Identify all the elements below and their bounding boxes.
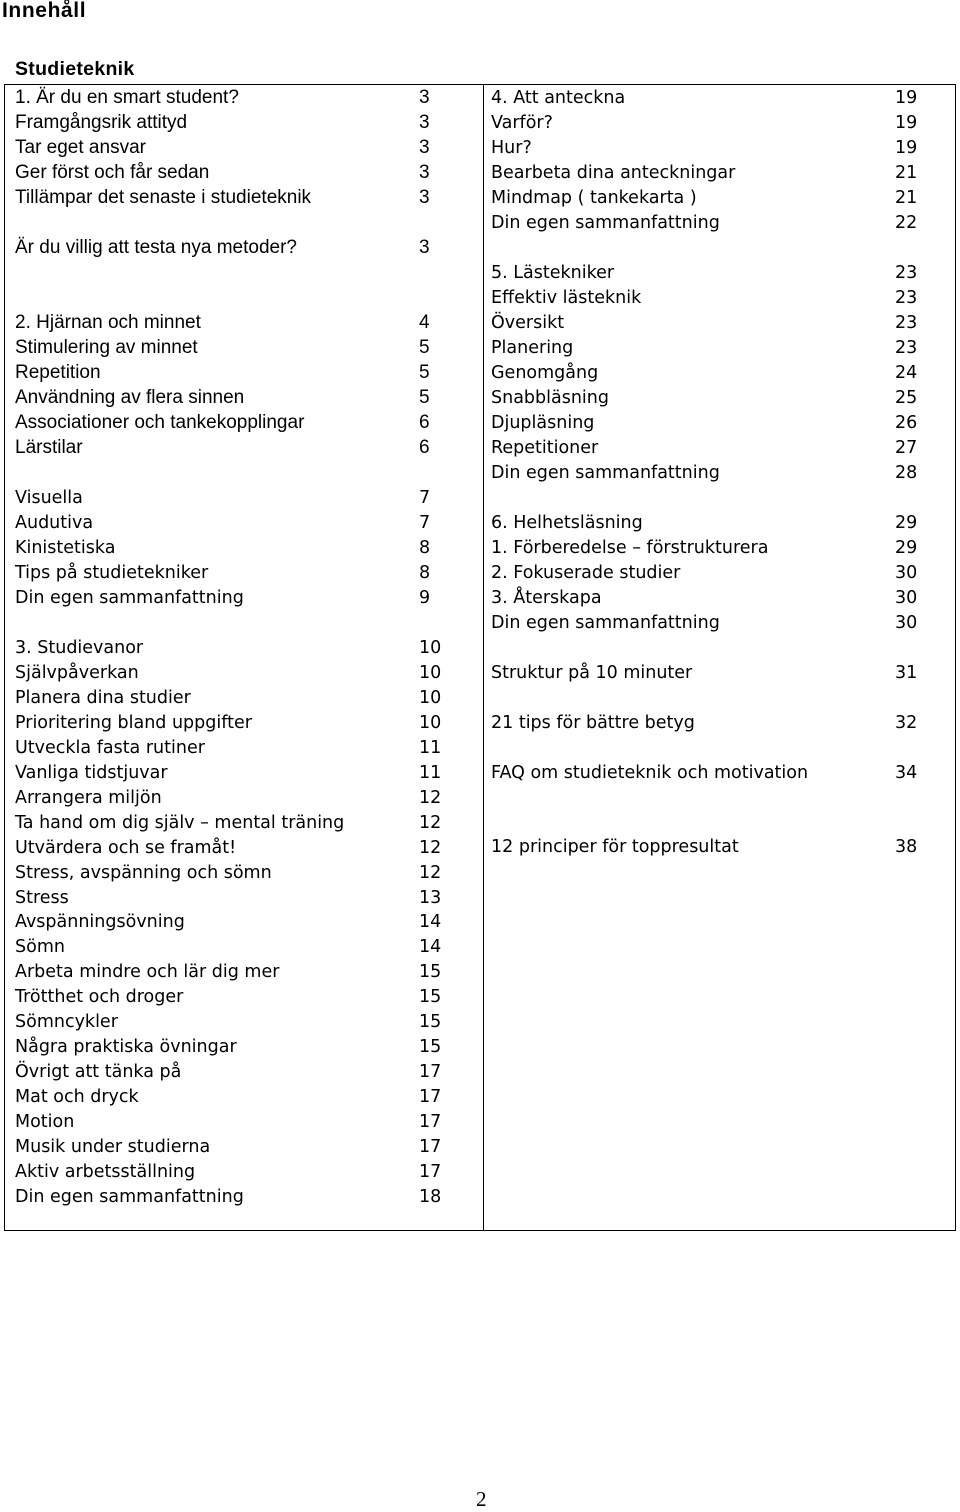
toc-entry <box>491 611 921 635</box>
toc-entry-title: Varför? <box>491 113 553 133</box>
toc-entry <box>15 935 445 959</box>
toc-entry <box>491 111 921 135</box>
toc-entry-page: 7 <box>419 513 431 533</box>
toc-entry-page: 24 <box>895 363 918 383</box>
toc-entry-title: 5. Lästekniker <box>491 263 615 283</box>
toc-entry-page: 21 <box>895 163 918 183</box>
toc-entry-title: Sömncykler <box>15 1012 118 1032</box>
toc-entry-page: 17 <box>419 1162 442 1182</box>
toc-entry <box>15 1035 445 1059</box>
toc-entry-title: Hur? <box>491 138 532 158</box>
toc-entry-title: Mat och dryck <box>15 1087 139 1107</box>
toc-entry-page: 5 <box>419 387 430 408</box>
toc-entry-title: Musik under studierna <box>15 1137 211 1157</box>
toc-entry-page: 21 <box>895 188 918 208</box>
toc-entry <box>15 311 445 335</box>
toc-entry <box>15 661 445 685</box>
toc-entry-page: 28 <box>895 463 918 483</box>
toc-entry-title: Planering <box>491 338 574 358</box>
toc-entry-title: Din egen sammanfattning <box>15 1187 244 1207</box>
toc-entry-page: 4 <box>419 312 430 333</box>
toc-entry-title: 2. Hjärnan och minnet <box>15 312 201 333</box>
toc-entry-page: 10 <box>419 713 442 733</box>
toc-entry <box>15 586 445 610</box>
toc-entry-page: 30 <box>895 563 918 583</box>
toc-entry-title: Arrangera miljön <box>15 788 162 808</box>
toc-entry-title: Din egen sammanfattning <box>15 588 244 608</box>
toc-entry <box>15 486 445 510</box>
toc-entry <box>491 661 921 685</box>
toc-entry-title: Din egen sammanfattning <box>491 613 720 633</box>
toc-entry-page: 23 <box>895 263 918 283</box>
toc-entry-title: Din egen sammanfattning <box>491 213 720 233</box>
toc-entry-title: Stress, avspänning och sömn <box>15 863 272 883</box>
toc-entry-page: 3 <box>419 162 430 183</box>
toc-entry-title: Avspänningsövning <box>15 912 185 932</box>
toc-entry-page: 27 <box>895 438 918 458</box>
toc-entry-title: Stress <box>15 888 69 908</box>
toc-entry <box>491 311 921 335</box>
toc-entry <box>491 711 921 735</box>
toc-entry <box>15 761 445 785</box>
toc-entry-title: Övrigt att tänka på <box>15 1062 182 1082</box>
toc-entry <box>15 1185 445 1209</box>
toc-entry-title: Trötthet och droger <box>15 987 184 1007</box>
toc-entry-title: 21 tips för bättre betyg <box>491 713 695 733</box>
toc-entry-page: 25 <box>895 388 918 408</box>
toc-entry-title: 6. Helhetsläsning <box>491 513 643 533</box>
toc-entry-title: Mindmap ( tankekarta ) <box>491 188 697 208</box>
toc-entry-page: 6 <box>419 412 430 433</box>
toc-entry-page: 5 <box>419 337 430 358</box>
toc-entry-title: Motion <box>15 1112 75 1132</box>
toc-entry-page: 10 <box>419 638 442 658</box>
toc-entry-title: Tips på studietekniker <box>15 563 209 583</box>
toc-entry <box>15 161 445 185</box>
toc-entry <box>15 361 445 385</box>
toc-entry <box>15 1085 445 1109</box>
toc-entry-page: 14 <box>419 912 442 932</box>
toc-entry-title: Prioritering bland uppgifter <box>15 713 252 733</box>
toc-entry-page: 23 <box>895 313 918 333</box>
toc-entry-page: 31 <box>895 663 918 683</box>
toc-entry-title: Lärstilar <box>15 437 83 458</box>
toc-entry <box>491 561 921 585</box>
toc-entry <box>491 361 921 385</box>
toc-entry-page: 10 <box>419 688 442 708</box>
toc-entry-page: 22 <box>895 213 918 233</box>
toc-entry <box>491 211 921 235</box>
toc-entry <box>15 561 445 585</box>
toc-entry <box>15 910 445 934</box>
toc-entry <box>15 511 445 535</box>
toc-entry-title: 3. Återskapa <box>491 588 602 608</box>
toc-entry-page: 23 <box>895 338 918 358</box>
toc-entry <box>15 536 445 560</box>
toc-entry-page: 6 <box>419 437 430 458</box>
toc-entry-page: 30 <box>895 588 918 608</box>
toc-entry <box>491 835 921 859</box>
toc-entry-page: 19 <box>895 113 918 133</box>
toc-entry <box>491 186 921 210</box>
toc-entry-page: 12 <box>419 863 442 883</box>
toc-entry-title: 2. Fokuserade studier <box>491 563 681 583</box>
toc-entry <box>15 1060 445 1084</box>
toc-entry <box>15 86 445 110</box>
toc-entry <box>491 436 921 460</box>
toc-entry-title: Genomgång <box>491 363 599 383</box>
toc-entry-page: 32 <box>895 713 918 733</box>
toc-entry-title: 1. Är du en smart student? <box>15 87 239 108</box>
toc-entry-title: Ger först och får sedan <box>15 162 210 183</box>
toc-entry <box>15 985 445 1009</box>
toc-entry <box>491 136 921 160</box>
toc-entry-title: Repetition <box>15 362 101 383</box>
toc-entry-title: Sömn <box>15 937 65 957</box>
toc-entry-page: 19 <box>895 88 918 108</box>
toc-entry <box>15 1135 445 1159</box>
toc-entry <box>15 736 445 760</box>
toc-entry-page: 10 <box>419 663 442 683</box>
column-divider <box>483 85 484 1230</box>
toc-entry-page: 3 <box>419 137 430 158</box>
section-heading: Studieteknik <box>15 58 135 80</box>
toc-entry <box>491 511 921 535</box>
toc-entry <box>15 1010 445 1034</box>
toc-entry-page: 3 <box>419 112 430 133</box>
toc-entry-page: 29 <box>895 538 918 558</box>
toc-entry-title: Framgångsrik attityd <box>15 112 188 133</box>
toc-entry-title: Associationer och tankekopplingar <box>15 412 305 433</box>
toc-entry-page: 11 <box>419 763 442 783</box>
toc-entry-page: 12 <box>419 788 442 808</box>
toc-entry <box>15 886 445 910</box>
page-number: 2 <box>476 1487 487 1511</box>
toc-entry-title: 3. Studievanor <box>15 638 144 658</box>
toc-entry-title: 4. Att anteckna <box>491 88 626 108</box>
toc-entry-page: 23 <box>895 288 918 308</box>
toc-entry-title: Repetitioner <box>491 438 599 458</box>
toc-entry <box>15 336 445 360</box>
toc-entry-title: Utvärdera och se framåt! <box>15 838 237 858</box>
toc-entry-page: 15 <box>419 1012 442 1032</box>
toc-entry <box>15 386 445 410</box>
toc-entry-page: 14 <box>419 937 442 957</box>
toc-entry-title: Aktiv arbetsställning <box>15 1162 196 1182</box>
toc-entry <box>15 861 445 885</box>
toc-entry-title: Är du villig att testa nya metoder? <box>15 237 297 258</box>
toc-entry-page: 12 <box>419 813 442 833</box>
toc-entry <box>15 1110 445 1134</box>
toc-entry <box>491 411 921 435</box>
toc-entry-title: Tillämpar det senaste i studieteknik <box>15 187 312 208</box>
toc-entry-page: 29 <box>895 513 918 533</box>
toc-entry-title: Ta hand om dig själv – mental träning <box>15 813 345 833</box>
toc-entry-title: FAQ om studieteknik och motivation <box>491 763 809 783</box>
toc-entry-page: 17 <box>419 1062 442 1082</box>
toc-entry <box>15 236 445 260</box>
toc-entry <box>491 261 921 285</box>
toc-entry-title: Bearbeta dina anteckningar <box>491 163 736 183</box>
toc-entry-page: 30 <box>895 613 918 633</box>
toc-entry-title: Självpåverkan <box>15 663 139 683</box>
toc-entry <box>491 536 921 560</box>
toc-entry-page: 13 <box>419 888 442 908</box>
toc-entry-page: 19 <box>895 138 918 158</box>
toc-entry-title: Några praktiska övningar <box>15 1037 237 1057</box>
toc-entry-page: 15 <box>419 1037 442 1057</box>
toc-entry-title: Planera dina studier <box>15 688 191 708</box>
toc-entry <box>15 960 445 984</box>
toc-entry-title: Audutiva <box>15 513 94 533</box>
toc-entry <box>491 586 921 610</box>
toc-entry <box>15 1160 445 1184</box>
toc-entry-title: Utveckla fasta rutiner <box>15 738 205 758</box>
toc-entry-page: 3 <box>419 87 430 108</box>
toc-entry-title: Visuella <box>15 488 83 508</box>
toc-entry <box>491 461 921 485</box>
toc-entry-page: 17 <box>419 1112 442 1132</box>
toc-entry-page: 34 <box>895 763 918 783</box>
toc-entry-page: 15 <box>419 987 442 1007</box>
toc-entry <box>15 136 445 160</box>
toc-entry-page: 3 <box>419 187 430 208</box>
toc-entry <box>15 636 445 660</box>
page-title: Innehåll <box>2 0 87 22</box>
toc-entry-title: Vanliga tidstjuvar <box>15 763 168 783</box>
toc-entry <box>491 161 921 185</box>
toc-entry-page: 17 <box>419 1137 442 1157</box>
toc-entry <box>15 436 445 460</box>
toc-entry-title: 1. Förberedelse – förstrukturera <box>491 538 769 558</box>
toc-entry-page: 26 <box>895 413 918 433</box>
toc-entry-title: Stimulering av minnet <box>15 337 198 358</box>
toc-entry-page: 8 <box>419 538 431 558</box>
toc-entry-title: Tar eget ansvar <box>15 137 146 158</box>
toc-entry <box>15 786 445 810</box>
toc-entry-page: 15 <box>419 962 442 982</box>
toc-entry-title: Din egen sammanfattning <box>491 463 720 483</box>
toc-entry-title: Effektiv lästeknik <box>491 288 642 308</box>
toc-entry-page: 3 <box>419 237 430 258</box>
toc-entry-page: 9 <box>419 588 431 608</box>
toc-entry-page: 17 <box>419 1087 442 1107</box>
toc-entry <box>491 336 921 360</box>
toc-entry-title: Kinistetiska <box>15 538 116 558</box>
toc-entry-page: 38 <box>895 837 918 857</box>
toc-entry-title: Djupläsning <box>491 413 595 433</box>
toc-entry-title: Struktur på 10 minuter <box>491 663 693 683</box>
toc-entry <box>491 386 921 410</box>
toc-entry <box>15 186 445 210</box>
toc-entry-page: 11 <box>419 738 442 758</box>
toc-entry <box>15 411 445 435</box>
toc-entry <box>491 286 921 310</box>
toc-entry <box>15 111 445 135</box>
toc-entry-page: 5 <box>419 362 430 383</box>
toc-entry-title: 12 principer för toppresultat <box>491 837 739 857</box>
toc-entry <box>15 711 445 735</box>
toc-entry <box>491 86 921 110</box>
toc-entry-title: Översikt <box>491 313 565 333</box>
toc-entry-page: 18 <box>419 1187 442 1207</box>
toc-entry <box>15 836 445 860</box>
toc-entry-page: 12 <box>419 838 442 858</box>
toc-entry <box>491 761 921 785</box>
toc-entry-page: 8 <box>419 563 431 583</box>
toc-entry <box>15 686 445 710</box>
toc-entry-title: Användning av flera sinnen <box>15 387 245 408</box>
toc-entry-title: Arbeta mindre och lär dig mer <box>15 962 280 982</box>
toc-entry <box>15 811 445 835</box>
toc-entry-page: 7 <box>419 488 431 508</box>
toc-entry-title: Snabbläsning <box>491 388 609 408</box>
